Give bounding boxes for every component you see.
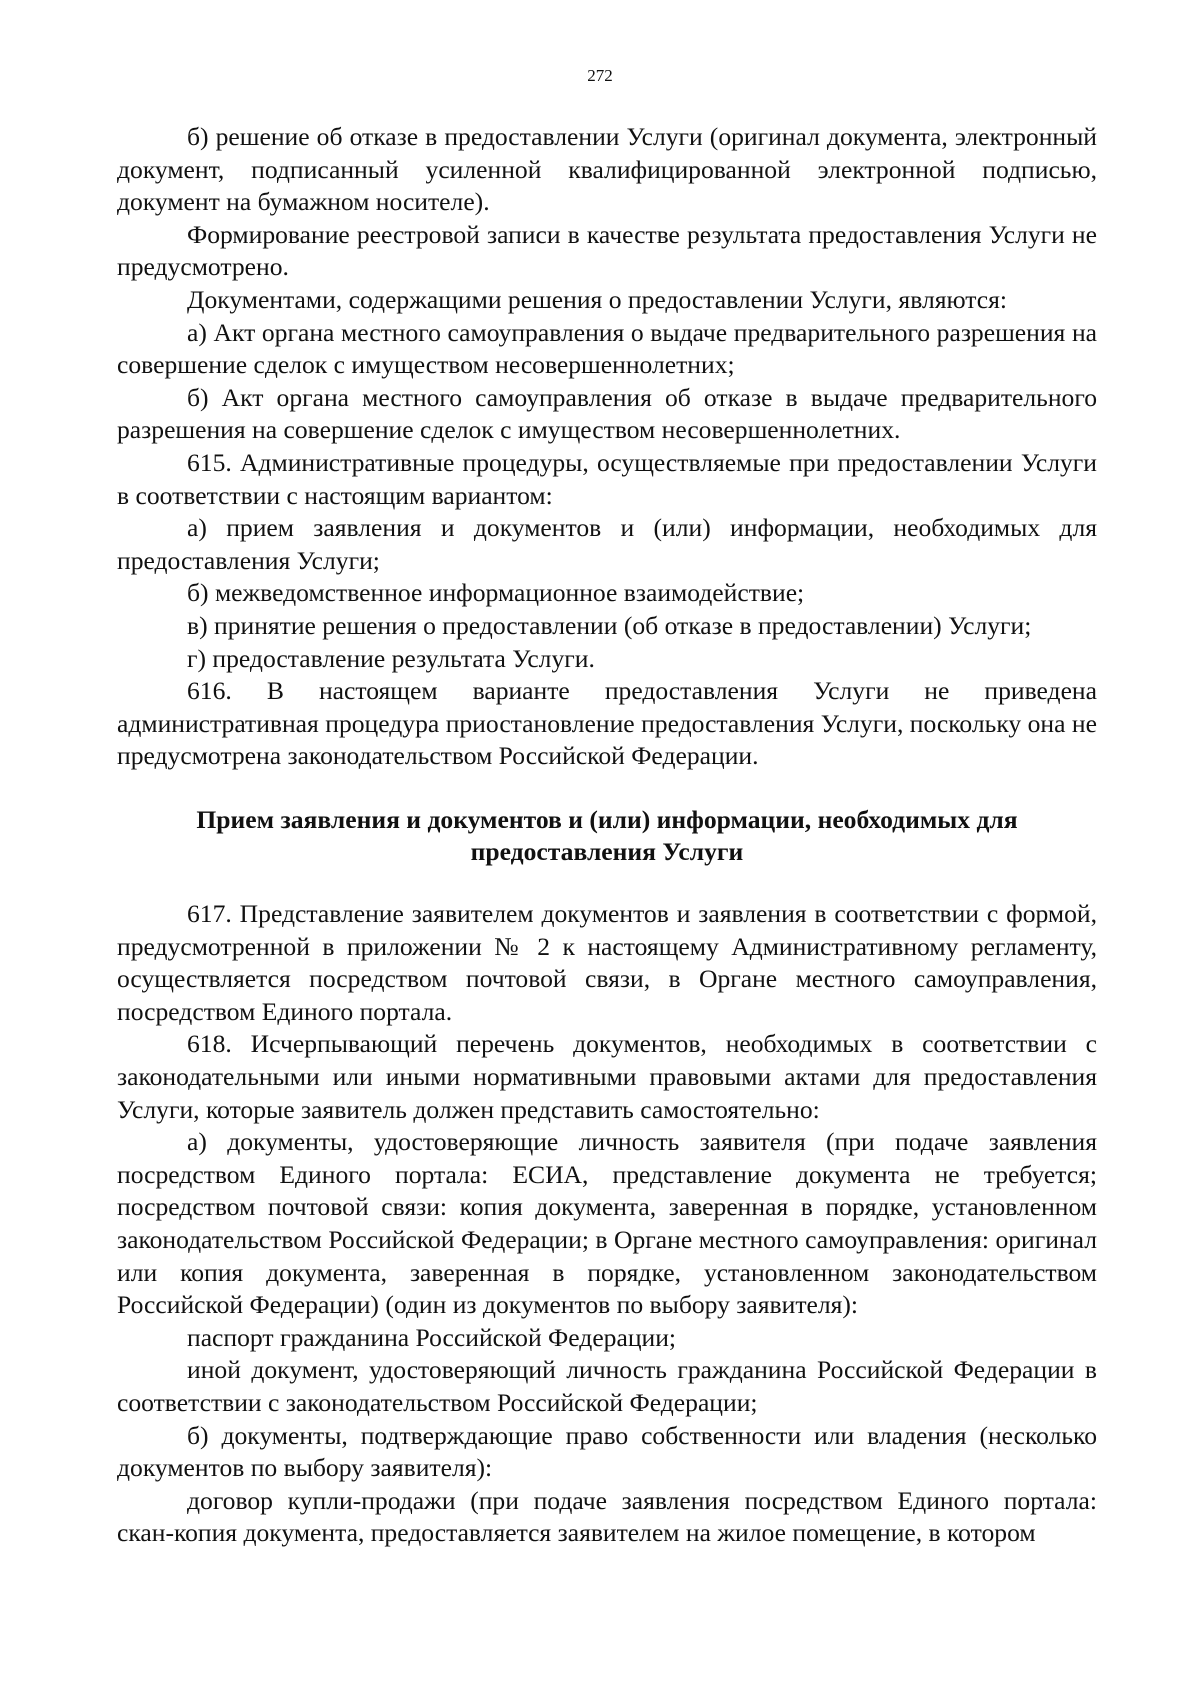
- paragraph: а) прием заявления и документов и (или) информации, необходимых для предоставления Услуги;: [117, 513, 1097, 575]
- section-heading-line-2: предоставления Услуги: [470, 837, 744, 867]
- paragraph: 616. В настоящем варианте предоставления Услуги не приведена административная процедура приостановление предоставления Услуги, поскольку она не предусмотрена законодательством Российской Федерации.: [117, 676, 1097, 771]
- paragraph: г) предоставление результата Услуги.: [187, 643, 595, 673]
- paragraph: б) межведомственное информационное взаимодействие;: [187, 578, 805, 608]
- paragraph: паспорт гражданина Российской Федерации;: [187, 1322, 677, 1352]
- paragraph: в) принятие решения о предоставлении (об отказе в предоставлении) Услуги;: [187, 610, 1032, 640]
- paragraph: 617. Представление заявителем документов и заявления в соответствии с формой, предусмотренной в приложении № 2 к настоящему Административному регламенту, осуществляется посредством почтовой связи, в Органе местного самоуправления, посредством Единого портала.: [117, 899, 1097, 1026]
- paragraph: а) документы, удостоверяющие личность заявителя (при подаче заявления посредством Единого портала: ЕСИА, представление документа не требуется; посредством почтовой связи: копия документа, заверенная в порядке, установленном законодательством Российской Федерации; в Органе местного самоуправления: оригинал или копия документа, заверенная в порядке, установленном законодательством Российской Федерации) (один из документов по выбору заявителя):: [117, 1127, 1097, 1320]
- paragraph: Формирование реестровой записи в качестве результата предоставления Услуги не предусмотрено.: [117, 219, 1097, 282]
- page-number: 272: [587, 66, 613, 85]
- paragraph: б) решение об отказе в предоставлении Услуги (оригинал документа, электронный документ, подписанный усиленной квалифицированной электронной подписью, документ на бумажном носителе).: [117, 122, 1097, 217]
- section-heading-line-1: Прием заявления и документов и (или) информации, необходимых для: [196, 804, 1018, 834]
- paragraph: 618. Исчерпывающий перечень документов, необходимых в соответствии с законодательными или иными нормативными правовыми актами для предоставления Услуги, которые заявитель должен представить самостоятельно:: [117, 1029, 1097, 1124]
- paragraph: б) документы, подтверждающие право собственности или владения (несколько документов по выбору заявителя):: [117, 1420, 1097, 1483]
- paragraph: а) Акт органа местного самоуправления о выдаче предварительного разрешения на совершение сделок с имуществом несовершеннолетних;: [117, 317, 1097, 380]
- paragraph: 615. Административные процедуры, осуществляемые при предоставлении Услуги в соответствии с настоящим вариантом:: [117, 447, 1097, 510]
- paragraph: иной документ, удостоверяющий личность гражданина Российской Федерации в соответствии с законодательством Российской Федерации;: [117, 1355, 1097, 1417]
- document-body: [117, 121, 1097, 1550]
- paragraph: Документами, содержащими решения о предоставлении Услуги, являются:: [187, 284, 1008, 314]
- paragraph: договор купли-продажи (при подаче заявления посредством Единого портала: скан-копия документа, предоставляется заявителем на жилое помещение, в котором: [117, 1485, 1097, 1548]
- paragraph: б) Акт органа местного самоуправления об отказе в выдаче предварительного разрешения на совершение сделок с имуществом несовершеннолетних.: [117, 382, 1097, 445]
- section-heading: [117, 773, 1097, 898]
